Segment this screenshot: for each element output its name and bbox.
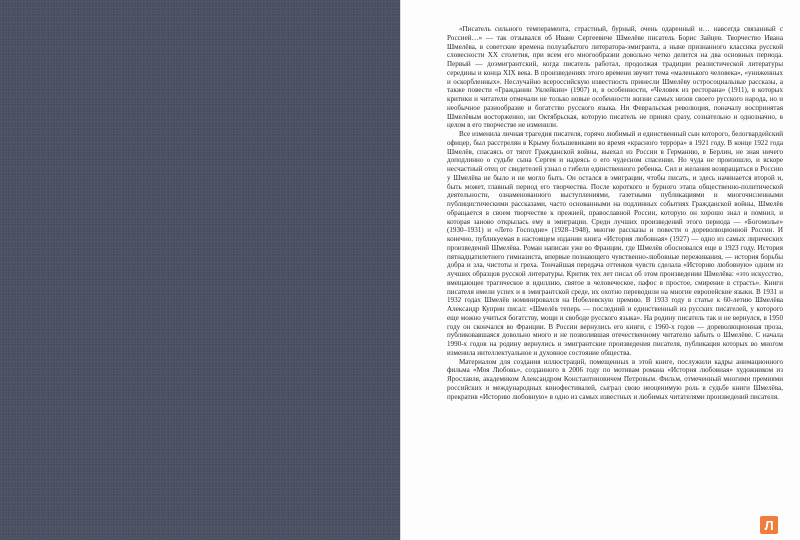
paragraph-3: Материалом для создания иллюстраций, помещенных в этой книге, послужили кадры анимационного фильма «Моя Любовь», созданного в 2006 году по мотивам романа «История любовная» художником из Ярославля, академиком Александром Константиновичем Петровым. Фильм, отмеченный многими премиями российских и международных кинофестивалей, сыграл свою неоценимую роль в судьбе книги Шмелёва, прекратив «Историю любовную» в одно из самых известных и любимых читателями произведений писателя. — [447, 357, 783, 401]
publisher-logo-icon — [760, 516, 778, 534]
paragraph-2: Все изменила личная трагедия писателя, горячо любимый и единственный сын которого, белогвардейский офицер, был расстрелян в Крыму большевиками во время «красного террора» в 1921 году. В конце 1922 года Шмелёв, спасаясь от тягот Гражданской войны, выехал из России в Германию, в Берлин, не зная ничего доподлинно о судьбе сына Сергея и надеясь о его чудесном спасении. Но чуда не произошло, и вскоре несчастный отец от свидетелей узнал о гибели единственного ребенка. Сил и желания возвращаться в Россию у Шмелёва не было и не могло быть. Он остался в эмиграции, чтобы писать, и здесь начинается второй и, быть может, главный период его творчества. После короткого и бурного этапа общественно-политической деятельности, ознаменованного выступлениями, газетными публикациями и многочисленными публицистическими рассказами, часто основанными на подлинных событиях Гражданской войны, Шмелёв обращается в своем творчестве к прежней, православной России, которую он хорошо знал и помнил, и которая заново открылась ему в эмиграции. Среди лучших произведений этого периода — «Богомолье» (1930–1931) и «Лето Господне» (1928–1948), многие рассказы и повести о дореволюционной России. И конечно, публикуемая в настоящем издании книга «История любовная» (1927) — одно из самых лирических произведений Шмелёва. Роман написан уже во Франции, где Шмелёв обосновался еще в 1923 году. История пятнадцатилетнего гимназиста, впервые познающего чувственно-любовные переживания, — история борьбы добра и зла, чистоты и греха. Тончайшая передача оттенков чувств сделала «Историю любовную» одним из лучших образцов русской литературы. Критик тех лет писал об этом произведении Шмелёва: «это искусство, вмещающее трагическое в идиллию, святое в человеческое, пафос в простое, смирение в страсть». Книги писателя имели успех и в эмигрантской среде, их охотно переводили на многие европейские языки. В 1931 и 1932 годах Шмелёв номинировался на Нобелевскую премию. В 1933 году в статье к 60-летию Шмелёва Александр Куприн писал: «Шмелёв теперь — последний и единственный из русских писателей, у которого еще можно учиться богатству, мощи и свободе русского языка». На родину писатель так и не вернулся, в 1950 году он скончался во Франции. В России вернулись его книги, с 1960-х годов — дореволюционная проза, публиковавшаяся довольно много и не позволившая отечественному читателю забыть о Шмелёве. С начала 1990-х годов на родину вернулись и эмигрантские произведения писателя, публикация которых во многом изменила интеллектуальное и духовное состояние общества. — [447, 130, 783, 357]
paragraph-1: «Писатель сильного темперамента, страстный, бурный, очень одаренный и… навсегда связанный с Россией…» — так отзывался об Иване Сергеевиче Шмелёве писатель Борис Зайцев. Творчество Ивана Шмелёва, в советские времена полузабытого литератора-эмигранта, а ныне признанного классика русской словесности XX столетия, при всем его многообразии довольно четко делится на два основных периода. Первый — доэмигрантский, когда писатель работал, продолжая традиции реалистической литературы середины и конца XIX века. В произведениях этого времени звучит тема «маленького человека», «униженных и оскорбленных». Неслучайно всероссийскую известность принесли Шмелёву остросоциальные рассказы, а также повести «Гражданин Уклейкин» (1907) и, в особенности, «Человек из ресторана» (1911), в которых критики и читатели отмечали не только новые особенности жизни самых низов своего русского народа, но и необычное разнообразие и богатство русского языка. Ни Февральская революция, поначалу воспринятая Шмелёвым восторженно, ни Октябрьская, которую писатель не принял сразу, сознательно и однозначно, в целом в его творчестве не изменили. — [447, 25, 783, 130]
preface-text — [447, 25, 783, 401]
logo-letter: Л — [764, 517, 774, 533]
